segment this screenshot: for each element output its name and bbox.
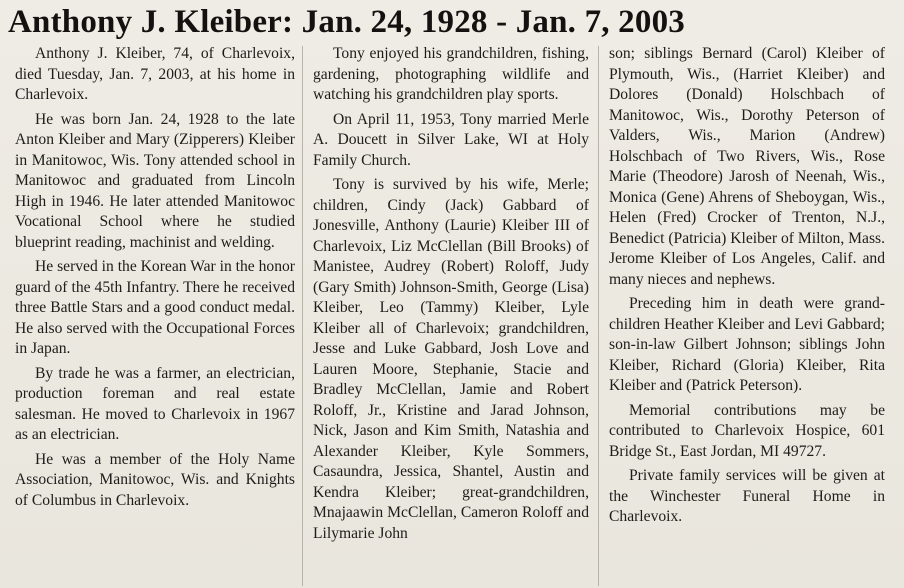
column-divider [598, 46, 599, 586]
headline: Anthony J. Kleiber: Jan. 24, 1928 - Jan. 7, 2003 [8, 4, 685, 40]
column-1 [15, 44, 295, 515]
column-2 [313, 44, 589, 548]
paragraph-memberships: He was a member of the Holy Name Association, Manitowoc, Wis. and Knights of Columbus in Charlevoix. [15, 450, 295, 509]
paragraph-military-service: He served in the Korean War in the honor guard of the 45th Infantry. There he received three Battle Stars and a good conduct medal. He also served with the Occupational Forces in Japan. [15, 258, 295, 357]
paragraph-age-residence: Anthony J. Kleiber, 74, of Charlevoix, died Tuesday, Jan. 7, 2003, at his home in Charlevoix. [15, 45, 295, 103]
paragraph-memorials: Memorial contributions may be contributed to Charlevoix Hospice, 601 Bridge St., East Jordan, MI 49727. [609, 401, 885, 460]
paragraph-occupation: By trade he was a farmer, an electrician, production foreman and real estate salesman. He moved to Charlevoix in 1967 as an electrician. [15, 364, 295, 443]
paragraph-hobbies: Tony enjoyed his grandchildren, fishing, gardening, photographing wildlife and watching his grandchildren play sports. [313, 45, 589, 103]
paragraph-preceded-in-death: Preceding him in death were grandchildren Heather Kleiber and Levi Gabbard; son-in-law Gilbert Johnson; siblings John Kleiber, Richard (Gloria) Kleiber, Rita Kleiber and (Patrick Peterson). [609, 295, 885, 394]
paragraph-birth-education: He was born Jan. 24, 1928 to the late Anton Kleiber and Mary (Zipperers) Kleiber in Manitowoc, Wis. Tony attended school in Manitowoc and graduated from Lincoln High in 1946. He later attended Manitowoc Vocational School where he studied blueprint reading, machinist and welding. [15, 110, 295, 251]
column-divider [302, 46, 303, 586]
paragraph-marriage: On April 11, 1953, Tony married Merle A. Doucett in Silver Lake, WI at Holy Family Church. [313, 110, 589, 169]
column-3 [609, 44, 885, 532]
paragraph-services: Private family services will be given at the Winchester Funeral Home in Charlevoix. [609, 467, 885, 525]
paragraph-survivors-continued: son; siblings Bernard (Carol) Kleiber of Plymouth, Wis., (Harriet Kleiber) and Dolores (Donald) Holschbach of Manitowoc, Wis., Dorothy Peterson of Valders, Wis., Marion (Andrew) Holschbach of Two Rivers, Wis., Rose Marie (Theodore) Jarosh of Neenah, Wis., Monica (Gene) Ahrens of Sheboygan, Wis., Helen (Fred) Crocker of Trenton, N.J., Benedict (Patricia) Kleiber of Milton, Mass. Jerome Kleiber of Los Angeles, Calif. and many nieces and nephews. [609, 45, 885, 288]
paragraph-survivors: Tony is survived by his wife, Merle; children, Cindy (Jack) Gabbard of Jonesville, Anthony (Laurie) Kleiber III of Charlevoix, Liz McClellan (Bill Brooks) of Manistee, Audrey (Robert) Roloff, Judy (Gary Smith) Johnson-Smith, George (Lisa) Kleiber, Leo (Tammy) Kleiber, Lyle Kleiber all of Charlevoix; grandchildren, Jesse and Luke Gabbard, Josh Love and Lauren Moore, Stephanie, Stacie and Bradley McClellan, Jamie and Robert Roloff, Jr., Kristine and Jarad Johnson, Nick, Jason and Kim Smith, Natashia and Alexander Kleiber, Kyle Sommers, Casaundra, Jessica, Shantel, Austin and Kendra Kleiber; great-grandchildren, Mnajaawin McClellan, Cameron Roloff and Lilymarie John [313, 176, 589, 542]
